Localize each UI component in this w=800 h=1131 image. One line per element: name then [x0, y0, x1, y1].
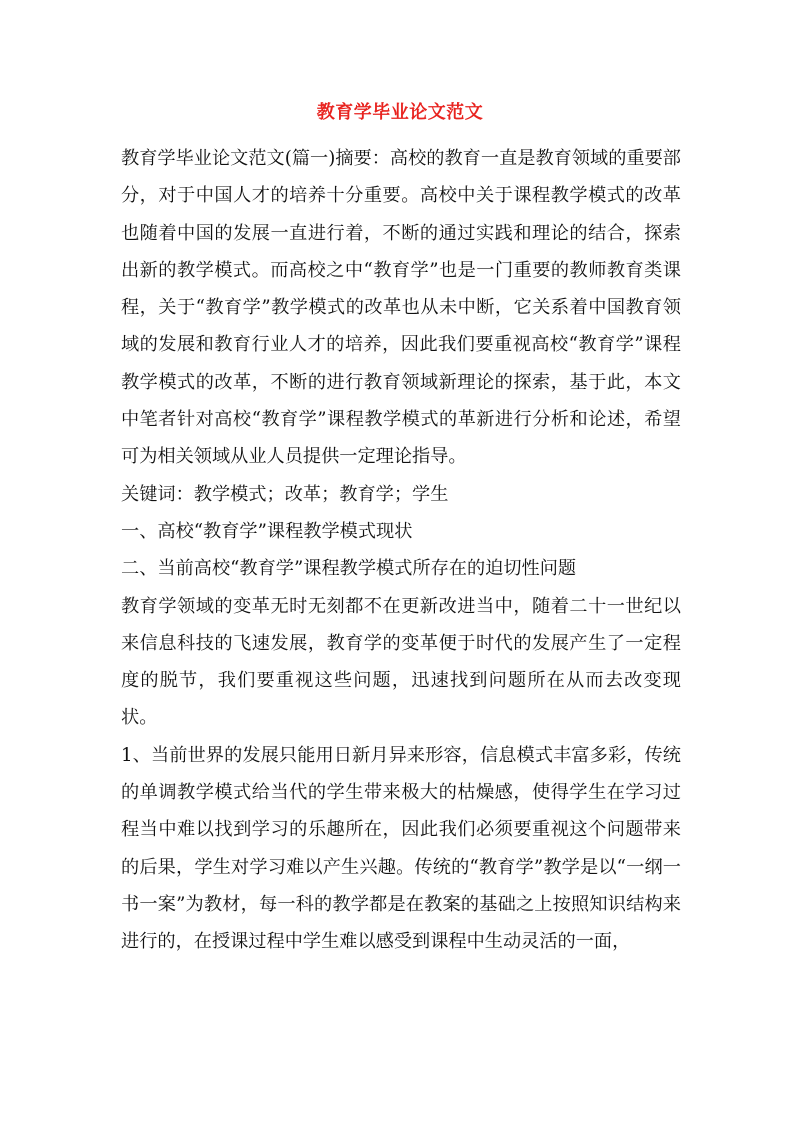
document-body — [121, 140, 681, 961]
body-paragraph: 教育学领域的变革无时无刻都不在更新改进当中，随着二十一世纪以来信息科技的飞速发展，教育学的变革便于时代的发展产生了一定程度的脱节，我们要重视这些问题，迅速找到问题所在从而去改变现状。 — [121, 595, 681, 729]
body-paragraph-numbered: 1、当前世界的发展只能用日新月异来形容，信息模式丰富多彩，传统的单调教学模式给当代的学生带来极大的枯燥感，使得学生在学习过程当中难以找到学习的乐趣所在，因此我们必须要重视这个问题带来的后果，学生对学习难以产生兴趣。传统的“教育学”教学是以“一纲一书一案”为教材，每一科的教学都是在教案的基础之上按照知识结构来进行的，在授课过程中学生难以感受到课程中生动灵活的一面， — [121, 744, 681, 953]
section-heading-1: 一、高校“教育学”课程教学模式现状 — [121, 520, 413, 542]
keywords-line: 关键词：教学模式；改革；教育学；学生 — [121, 483, 449, 505]
abstract-paragraph: 教育学毕业论文范文(篇一)摘要：高校的教育一直是教育领域的重要部分，对于中国人才的培养十分重要。高校中关于课程教学模式的改革也随着中国的发展一直进行着，不断的通过实践和理论的结合，探索出新的教学模式。而高校之中“教育学”也是一门重要的教师教育类课程，关于“教育学”教学模式的改革也从未中断，它关系着中国教育领域的发展和教育行业人才的培养，因此我们要重视高校“教育学”课程教学模式的改革，不断的进行教育领域新理论的探索，基于此，本文中笔者针对高校“教育学”课程教学模式的革新进行分析和论述，希望可为相关领域从业人员提供一定理论指导。 — [121, 148, 681, 468]
document-title: 教育学毕业论文范文 — [316, 102, 484, 123]
section-heading-2: 二、当前高校“教育学”课程教学模式所存在的迫切性问题 — [121, 558, 577, 580]
